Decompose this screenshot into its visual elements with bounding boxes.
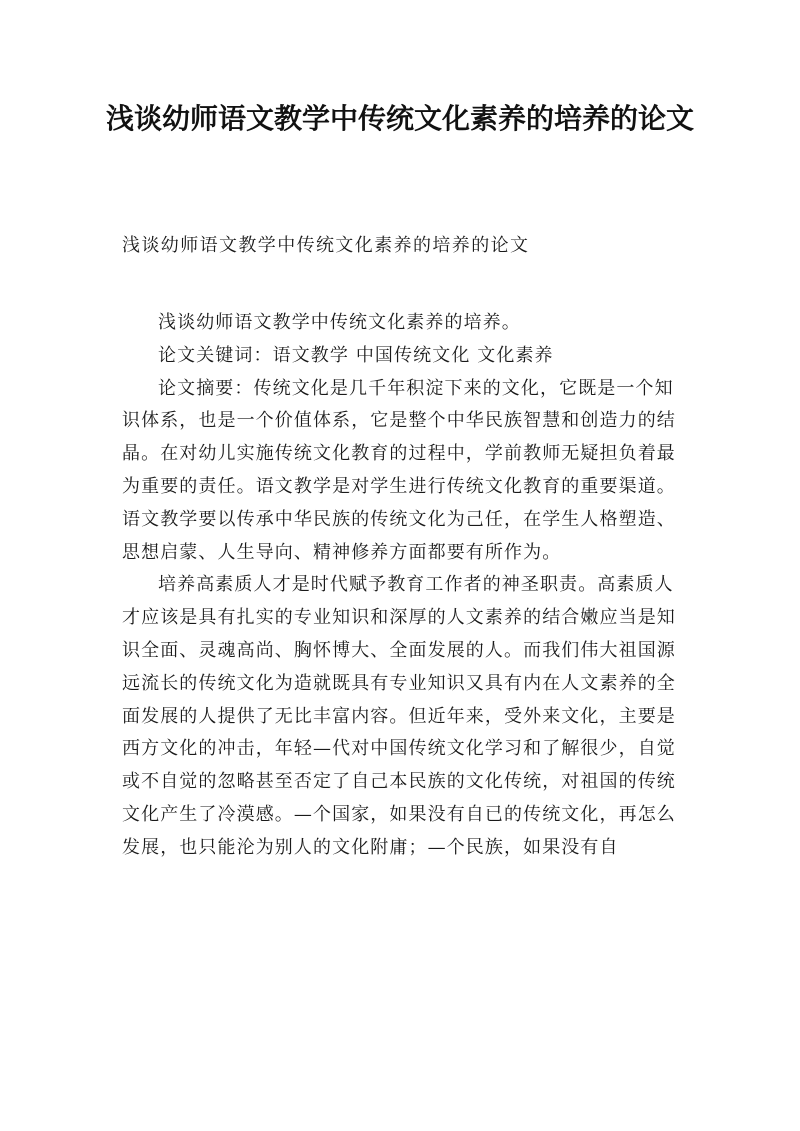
document-subtitle: 浅谈幼师语文教学中传统文化素养的培养的论文 [122,235,530,256]
body-paragraph: 培养高素质人才是时代赋予教育工作者的神圣职责。高素质人才应该是具有扎实的专业知识和深厚的人文素养的结合嫩应当是知识全面、灵魂高尚、胸怀博大、全面发展的人。而我们伟大祖国源远流长的传统文化为造就既具有专业知识又具有内在人文素养的全面发展的人提供了无比丰富内容。但近年来，受外来文化，主要是西方文化的冲击，年轻—代对中国传统文化学习和了解很少，自觉或不自觉的忽略甚至否定了自己本民族的文化传统，对祖国的传统文化产生了冷漠感。—个国家，如果没有自已的传统文化，再怎么发展，也只能沦为别人的文化附庸；—个民族，如果没有自 [122,574,676,858]
document-body [122,307,680,865]
document-title: 浅谈幼师语文教学中传统文化素养的培养的论文 [105,102,694,135]
keywords-paragraph: 论文关键词：语文教学 中国传统文化 文化素养 [158,344,554,366]
intro-paragraph: 浅谈幼师语文教学中传统文化素养的培养。 [158,312,521,333]
abstract-paragraph: 论文摘要：传统文化是几千年积淀下来的文化，它既是一个知识体系，也是一个价值体系，它是整个中华民族智慧和创造力的结晶。在对幼儿实施传统文化教育的过程中，学前教师无疑担负着最为重要的责任。语文教学是对学生进行传统文化教育的重要渠道。语文教学要以传承中华民族的传统文化为己任，在学生人格塑造、思想启蒙、人生导向、精神修养方面都要有所作为。 [122,377,676,563]
